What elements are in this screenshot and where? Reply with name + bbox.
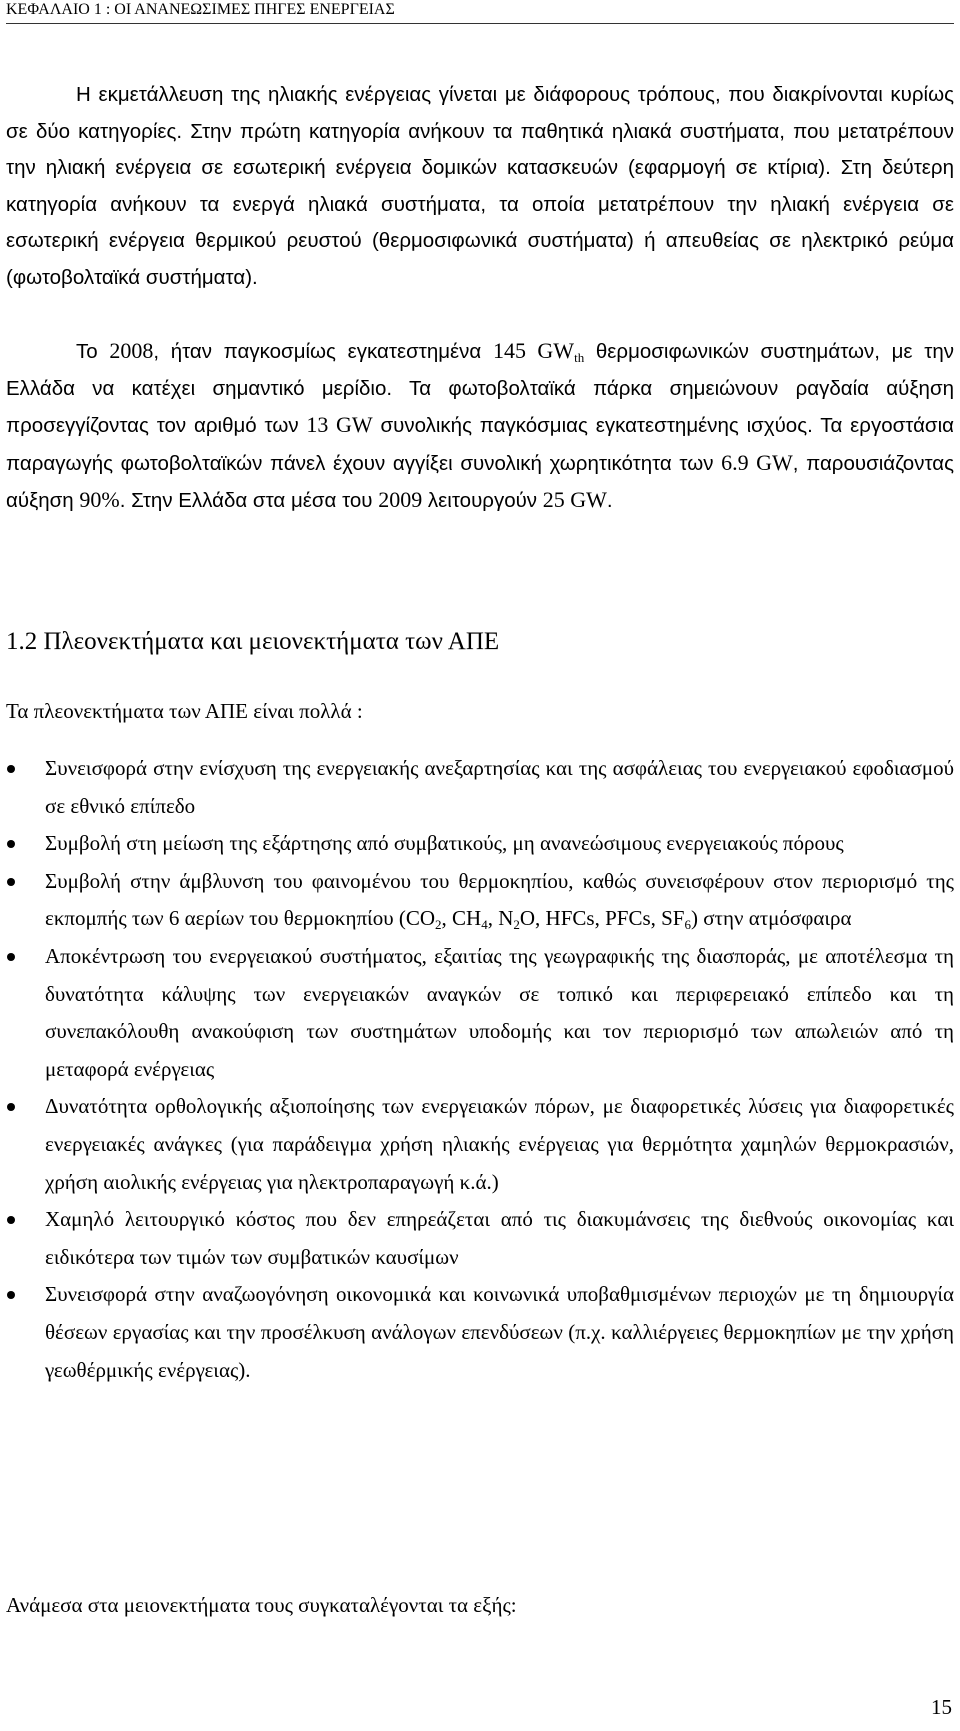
stats-panel-capacity: 6.9 GW — [721, 449, 793, 475]
stats-year: 2008 — [109, 338, 154, 363]
list-item — [0, 1201, 954, 1276]
subscript: 4 — [481, 917, 488, 933]
bullet-icon — [7, 840, 15, 848]
bullet-icon — [7, 1103, 15, 1111]
stats-text: συνολικής παγκόσμιας εγκατεστημένης ισχύος. Τα εργοστάσια παραγωγής φωτοβολταϊκών πάνελ έχουν αγγίξει συνολική χωρητικότητα των — [6, 414, 954, 475]
advantages-intro: Τα πλεονεκτήματα των ΑΠΕ είναι πολλά : — [6, 699, 363, 723]
stats-text: θερμοσιφωνικών συστημάτων, με την Ελλάδα να κατέχει σημαντικό μερίδιο. Τα φωτοβολταϊκά πάρκα σημειώνουν ραγδαία αύξηση προσεγγίζοντας τον αριθμό των — [6, 340, 954, 438]
list-item — [0, 750, 954, 825]
list-item — [0, 1276, 954, 1389]
stats-paragraph — [6, 333, 954, 520]
stats-greece-capacity: 25 GW — [542, 487, 607, 513]
stats-greece-year: 2009 — [378, 487, 423, 513]
stats-percentage: 90% — [79, 487, 120, 513]
intro-paragraph-text: Η εκμετάλλευση της ηλιακής ενέργειας γίνεται με διάφορους τρόπους, που διακρίνονται κυρίως σε δύο κατηγορίες. Στην πρώτη κατηγορία ανήκουν τα παθητικά ηλιακά συστήματα, που μετατρέπουν την ηλιακή ενέργεια σε εσωτερική ενέργεια δομικών κατασκευών (εφαρμογή σε κτίρια). Στη δεύτερη κατηγορία ανήκουν τα ενεργά ηλιακά συστήματα, τα οποία μετατρέπουν την ηλιακή ενέργεια σε εσωτερική ενέργεια θερμικού ρευστού (θερμοσιφωνικά συστήματα) ή απευθείας σε ηλεκτρικό ρεύμα (φωτοβολταϊκά συστήματα). — [6, 83, 954, 289]
subscript: 6 — [684, 917, 691, 933]
stats-text: . Στην Ελλάδα στα μέσα του — [119, 489, 379, 513]
subscript: 2 — [513, 917, 520, 933]
list-item-text: Συνεισφορά στην ενίσχυση της ενεργειακής ανεξαρτησίας και της ασφάλειας του ενεργειακού εφοδιασμού σε εθνικό επίπεδο — [45, 756, 954, 818]
list-item-text: Συμβολή στην άμβλυνση του φαινομένου του θερμοκηπίου, καθώς συνεισφέρουν στον περιορισμό της εκπομπής των 6 αερίων του θερμοκηπίου (CO — [45, 868, 954, 931]
list-item — [0, 863, 954, 938]
list-item — [0, 825, 954, 863]
stats-capacity: 145 GW — [492, 338, 575, 363]
list-item-text: Συμβολή στη μείωση της εξάρτησης από συμβατικούς, μη ανανεώσιμους ενεργειακούς πόρους — [45, 831, 844, 856]
bullet-icon — [7, 1216, 15, 1224]
list-item-text: Αποκέντρωση του ενεργειακού συστήματος, εξαιτίας της γεωγραφικής της διασποράς, με αποτέλεσμα τη δυνατότητα κάλυψης των ενεργειακών αναγκών σε τοπικό και περιφερειακό επίπεδο και τη συνεπακόλουθη ανακούφιση των συστημάτων υποδομής και τον περιορισμό των απωλειών από τη μεταφορά ενέργειας — [45, 943, 954, 1081]
bullet-icon — [7, 953, 15, 961]
stats-text: . — [606, 489, 613, 513]
section-title: Πλεονεκτήματα και μειονεκτήματα των ΑΠΕ — [43, 628, 500, 655]
list-item-text: , CH — [441, 906, 482, 931]
stats-text: λειτουργούν — [422, 489, 543, 513]
list-item-text: , N — [487, 906, 514, 931]
bullet-icon — [7, 1291, 15, 1299]
list-item-text: O, HFCs, PFCs, SF — [519, 906, 685, 931]
list-item-text: Συνεισφορά στην αναζωογόνηση οικονομικά και κοινωνικά υποβαθμισμένων περιοχών με τη δημιουργία θέσεων εργασίας και την προσέλκυση ανάλογων επενδύσεων (π.χ. καλλιέργειες θερμοκηπίων με την χρήση γεωθέρμικής ενέργειας). — [45, 1282, 954, 1382]
intro-paragraph — [6, 77, 954, 297]
list-item-text: ) στην ατμόσφαιρα — [690, 906, 852, 931]
running-header: ΚΕΦΑΛΑΙΟ 1 : ΟΙ ΑΝΑΝΕΩΣΙΜΕΣ ΠΗΓΕΣ ΕΝΕΡΓΕΙΑΣ — [6, 0, 954, 24]
list-item-text: Δυνατότητα ορθολογικής αξιοποίησης των ενεργειακών πόρων, με διαφορετικές λύσεις για διαφορετικές ενεργειακές ανάγκες (για παράδειγμα χρήση ηλιακής ενέργειας για θερμότητα χαμηλών θερμοκρασιών, χρήση αιολικής ενέργειας για ηλεκτροπαραγωγή κ.ά.) — [45, 1094, 954, 1194]
advantages-list — [0, 750, 954, 1389]
bullet-icon — [7, 765, 15, 773]
subscript: 2 — [435, 917, 442, 933]
stats-pv-capacity: 13 GW — [306, 412, 373, 438]
stats-text: , ήταν παγκοσμίως εγκατεστημένα — [153, 340, 493, 363]
list-item — [0, 1088, 954, 1201]
bullet-icon — [7, 878, 15, 886]
page-number: 15 — [931, 1695, 952, 1719]
list-item — [0, 938, 954, 1088]
stats-capacity-subscript: th — [574, 350, 585, 365]
section-heading — [6, 628, 499, 656]
stats-text: Το — [76, 340, 110, 363]
stats-text: , παρουσιάζοντας αύξηση — [6, 451, 954, 513]
list-item-text: Χαμηλό λειτουργικό κόστος που δεν επηρεάζεται από τις διακυμάνσεις της διεθνούς οικονομίας και ειδικότερα των τιμών των συμβατικών καυσίμων — [45, 1207, 954, 1269]
section-number: 1.2 — [6, 628, 38, 655]
disadvantages-intro: Ανάμεσα στα μειονεκτήματα τους συγκαταλέγονται τα εξής: — [6, 1593, 517, 1617]
